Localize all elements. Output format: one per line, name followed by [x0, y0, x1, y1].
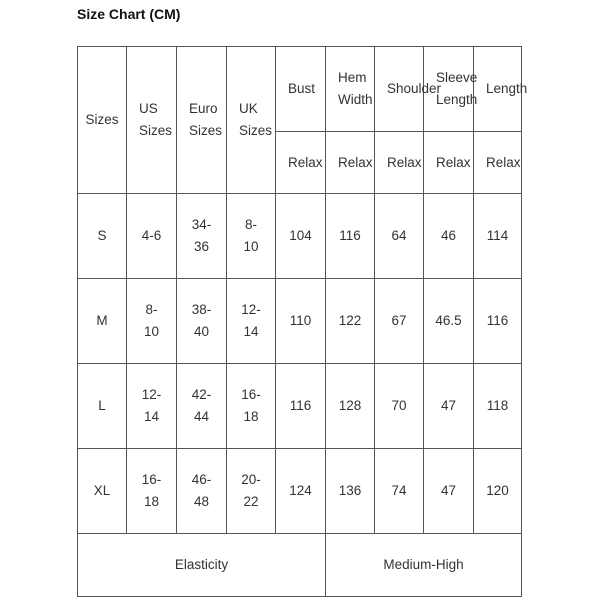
bust-cell: 124 — [276, 449, 326, 534]
shoulder-cell: 70 — [375, 364, 424, 449]
bust-cell: 110 — [276, 279, 326, 364]
elasticity-row — [78, 534, 522, 597]
header-bust: Bust — [276, 47, 326, 132]
euro-size-cell: 42- 44 — [177, 364, 227, 449]
euro-size-cell: 38- 40 — [177, 279, 227, 364]
header-sleeve-length: Sleeve Length — [424, 47, 474, 132]
size-cell: M — [78, 279, 127, 364]
header-shoulder: Shoulder — [375, 47, 424, 132]
us-size-cell: 4-6 — [127, 194, 177, 279]
hem-cell: 122 — [326, 279, 375, 364]
table-row — [78, 449, 522, 534]
elasticity-value: Medium-High — [326, 534, 522, 597]
uk-size-cell: 12- 14 — [227, 279, 276, 364]
bust-cell: 116 — [276, 364, 326, 449]
hem-cell: 136 — [326, 449, 375, 534]
shoulder-cell: 67 — [375, 279, 424, 364]
fit-length: Relax — [474, 132, 522, 194]
us-size-cell: 8- 10 — [127, 279, 177, 364]
header-euro-sizes: Euro Sizes — [177, 47, 227, 194]
sleeve-cell: 46 — [424, 194, 474, 279]
length-cell: 116 — [474, 279, 522, 364]
fit-bust: Relax — [276, 132, 326, 194]
size-cell: L — [78, 364, 127, 449]
header-sizes: Sizes — [78, 47, 127, 194]
hem-cell: 116 — [326, 194, 375, 279]
size-cell: XL — [78, 449, 127, 534]
header-row — [78, 47, 522, 132]
length-cell: 118 — [474, 364, 522, 449]
header-us-sizes: US Sizes — [127, 47, 177, 194]
bust-cell: 104 — [276, 194, 326, 279]
uk-size-cell: 20- 22 — [227, 449, 276, 534]
length-cell: 114 — [474, 194, 522, 279]
sleeve-cell: 47 — [424, 364, 474, 449]
table-row — [78, 279, 522, 364]
elasticity-label: Elasticity — [78, 534, 326, 597]
fit-shoulder: Relax — [375, 132, 424, 194]
uk-size-cell: 8- 10 — [227, 194, 276, 279]
header-length: Length — [474, 47, 522, 132]
uk-size-cell: 16- 18 — [227, 364, 276, 449]
us-size-cell: 16- 18 — [127, 449, 177, 534]
table-row — [78, 194, 522, 279]
fit-sleeve: Relax — [424, 132, 474, 194]
shoulder-cell: 74 — [375, 449, 424, 534]
size-chart-table — [77, 46, 528, 597]
page-title: Size Chart (CM) — [77, 6, 181, 22]
us-size-cell: 12- 14 — [127, 364, 177, 449]
sleeve-cell: 47 — [424, 449, 474, 534]
length-cell: 120 — [474, 449, 522, 534]
size-cell: S — [78, 194, 127, 279]
header-hem-width: Hem Width — [326, 47, 375, 132]
shoulder-cell: 64 — [375, 194, 424, 279]
euro-size-cell: 34- 36 — [177, 194, 227, 279]
euro-size-cell: 46- 48 — [177, 449, 227, 534]
sleeve-cell: 46.5 — [424, 279, 474, 364]
header-uk-sizes: UK Sizes — [227, 47, 276, 194]
table-row — [78, 364, 522, 449]
hem-cell: 128 — [326, 364, 375, 449]
fit-hem: Relax — [326, 132, 375, 194]
